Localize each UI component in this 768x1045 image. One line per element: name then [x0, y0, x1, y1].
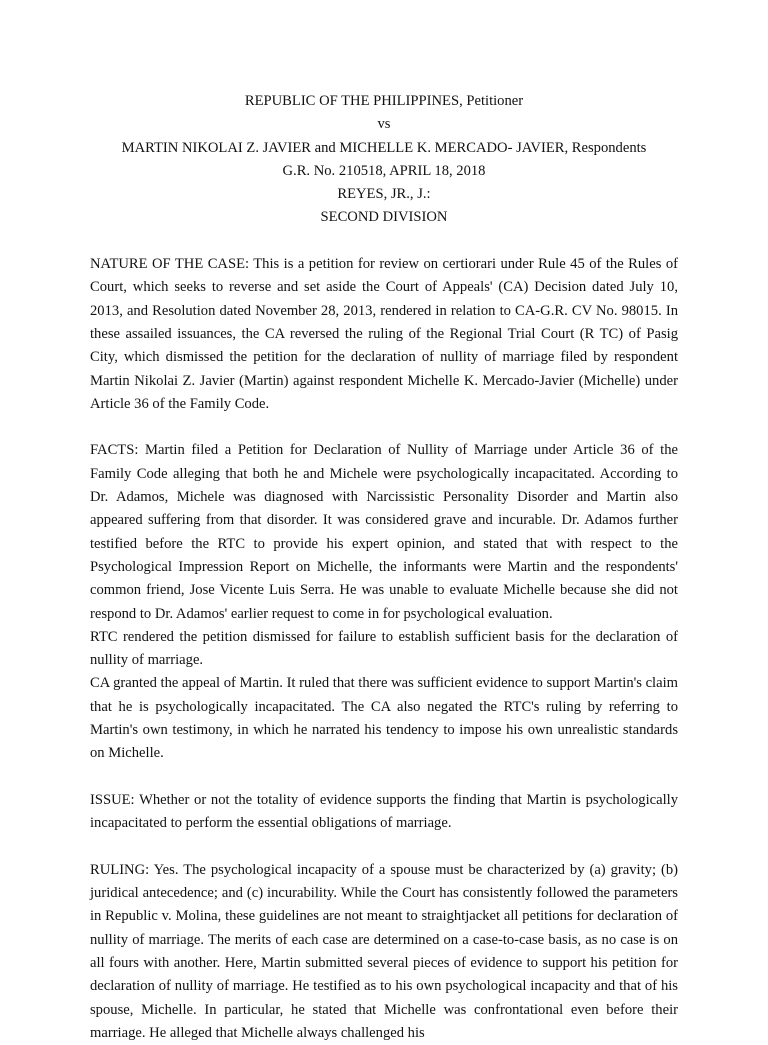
petitioner-line: REPUBLIC OF THE PHILIPPINES, Petitioner [244, 93, 524, 109]
spacer [90, 416, 678, 439]
nature-of-case-paragraph: NATURE OF THE CASE: This is a petition for review on certiorari under Rule 45 of the Rules of Court, which seeks to reverse and set aside the Court of Appeals' (CA) Decision dated July 10, 2013, and Resolution dated November 28, 2013, rendered in relation to CA-G.R. CV No. 98015. In these assailed issuances, the CA reversed the ruling of the Regional Trial Court (R TC) of Pasig City, which dismissed the petition for the declaration of nullity of marriage filed by respondent Martin Nikolai Z. Javier (Martin) against respondent Michelle K. Mercado-Javier (Michelle) under Article 36 of the Family Code. [90, 256, 678, 412]
versus-line: vs [377, 116, 391, 133]
document-page [90, 90, 678, 1045]
case-number-line: G.R. No. 210518, APRIL 18, 2018 [282, 162, 486, 179]
division-line: SECOND DIVISION [320, 209, 448, 226]
facts-paragraph: FACTS: Martin filed a Petition for Declaration of Nullity of Marriage under Article 36 of the Family Code alleging that both he and Michele were psychologically incapacitated. According to Dr. Adamos, Michele was diagnosed with Narcissistic Personality Disorder and Martin also appeared suffering from that disorder. It was considered grave and incurable. Dr. Adamos further testified before the RTC to provide his expert opinion, and stated that with respect to the Psychological Impression Report on Michelle, the informants were Martin and the respondents' common friend, Jose Vicente Luis Serra. He was unable to evaluate Michelle because she did not respond to Dr. Adamos' earlier request to come in for psychological evaluation. [90, 442, 678, 622]
ca-paragraph: CA granted the appeal of Martin. It ruled that there was sufficient evidence to support Martin's claim that he is psychologically incapacitated. The CA also negated the RTC's ruling by referring to Martin's own testimony, in which he narrated his tendency to impose his own unrealistic standards on Michelle. [90, 675, 678, 762]
spacer [90, 836, 678, 859]
issue-paragraph: ISSUE: Whether or not the totality of evidence supports the finding that Martin is psychologically incapacitated to perform the essential obligations of marriage. [90, 791, 678, 832]
ruling-paragraph: RULING: Yes. The psychological incapacity of a spouse must be characterized by (a) gravity; (b) juridical antecedence; and (c) incurability. While the Court has consistently followed the parameters in Republic v. Molina, these guidelines are not meant to straightjacket all petitions for declaration of nullity of marriage. The merits of each case are determined on a case-to-case basis, as no case is on all fours with another. Here, Martin submitted several pieces of evidence to support his petition for declaration of nullity of marriage. He testified as to his own psychological incapacity and that of his spouse, Michelle. In particular, he stated that Michelle was confrontational even before their marriage. He alleged that Michelle always challenged his [90, 861, 678, 1041]
justice-line: REYES, JR., J.: [337, 186, 431, 203]
spacer [90, 230, 678, 253]
rtc-paragraph: RTC rendered the petition dismissed for failure to establish sufficient basis for the declaration of nullity of marriage. [90, 628, 678, 669]
respondents-line: MARTIN NIKOLAI Z. JAVIER and MICHELLE K. MERCADO- JAVIER, Respondents [121, 139, 647, 156]
spacer [90, 766, 678, 789]
case-header [90, 90, 678, 230]
